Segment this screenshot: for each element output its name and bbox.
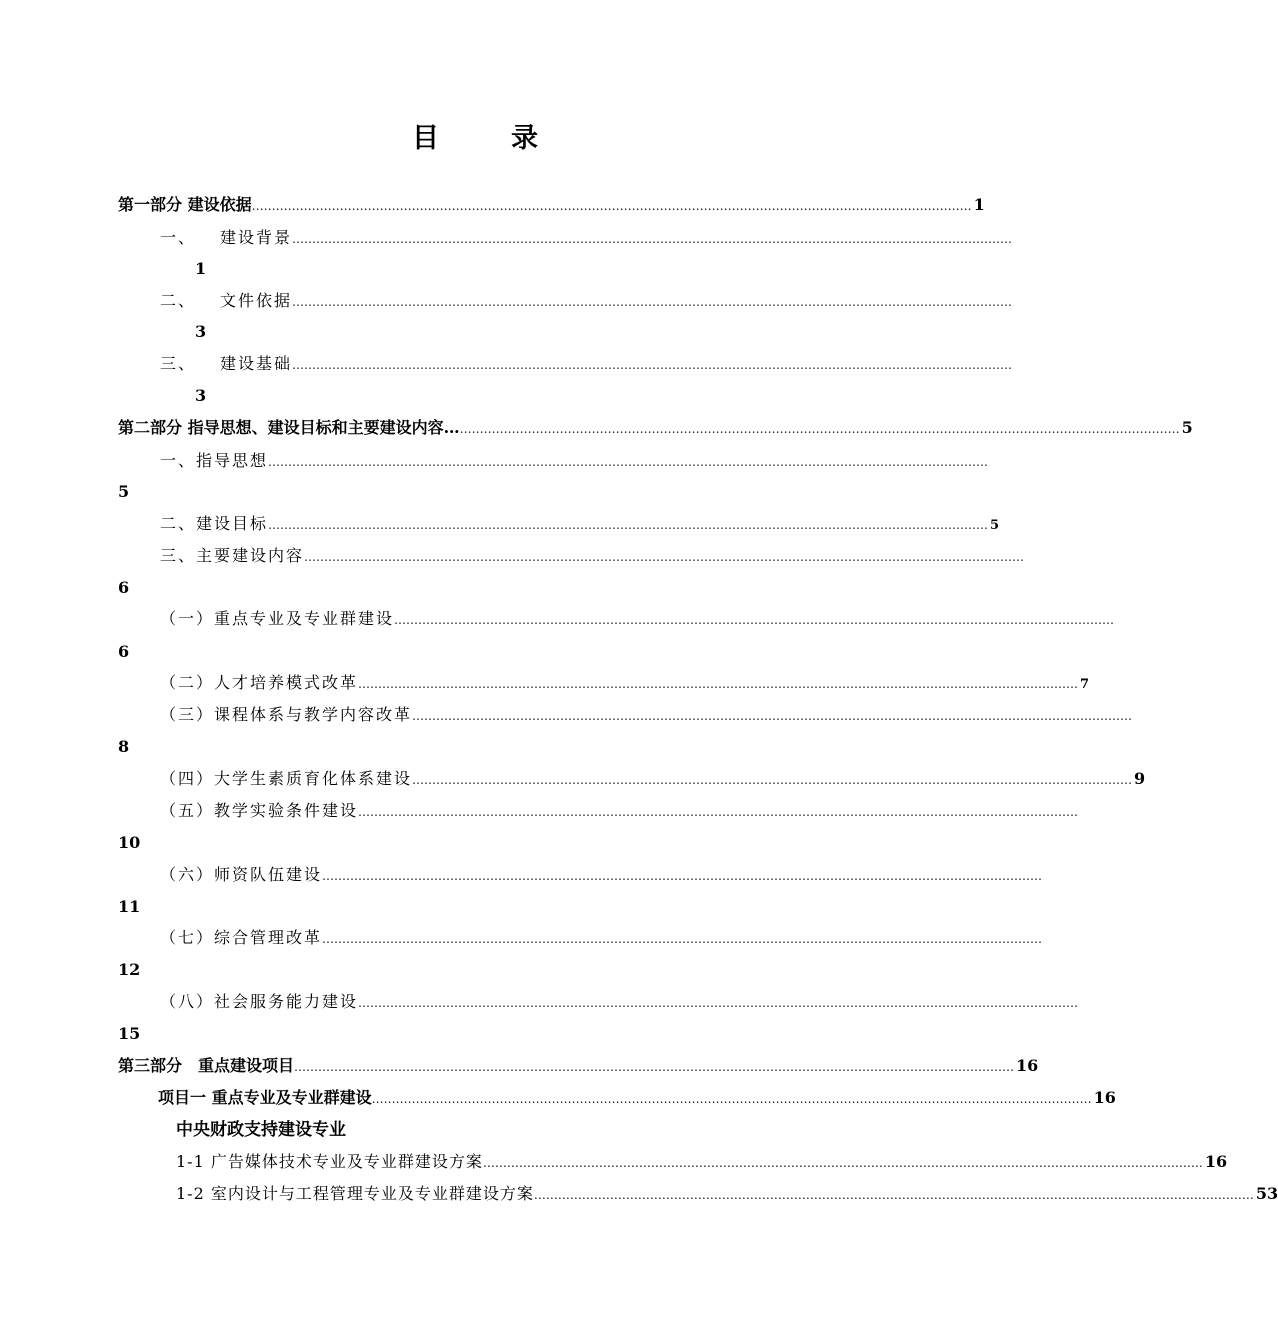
toc-entry-item-3[interactable] xyxy=(160,703,1133,727)
toc-entry-page: 5 xyxy=(118,482,130,501)
toc-entry-part2[interactable] xyxy=(118,416,1193,440)
toc-entry-page: 16 xyxy=(1016,1056,1039,1075)
toc-entry-label: 第二部分 指导思想、建设目标和主要建设内容… xyxy=(118,418,460,437)
dot-leader: ……………………………………………………………………………………………………………………………………………………………… xyxy=(251,199,972,213)
toc-entry-page: 15 xyxy=(118,1024,141,1043)
dot-leader: ……………………………………………………………………………………………………………………………………………………………… xyxy=(358,805,1079,819)
toc-entry-1-3[interactable] xyxy=(160,352,1013,376)
toc-entry-project-1[interactable] xyxy=(158,1086,1116,1110)
toc-entry-item-8[interactable] xyxy=(160,990,1079,1014)
toc-entry-label: 第三部分 重点建设项目 xyxy=(118,1056,295,1075)
toc-entry-page: 6 xyxy=(118,642,130,661)
toc-entry-label: （七）综合管理改革 xyxy=(160,928,323,947)
toc-entry-page: 1 xyxy=(195,259,207,278)
toc-entry-part1[interactable] xyxy=(118,193,985,217)
toc-entry-2-1[interactable] xyxy=(160,449,989,473)
section-heading-central-funding: 中央财政支持建设专业 xyxy=(176,1120,346,1140)
toc-entry-label: 1-1 广告媒体技术专业及专业群建设方案 xyxy=(176,1152,483,1171)
toc-entry-page: 3 xyxy=(195,386,207,405)
toc-entry-label: （四）大学生素质育化体系建设 xyxy=(160,769,413,788)
toc-entry-label: 1-2 室内设计与工程管理专业及专业群建设方案 xyxy=(176,1184,534,1203)
dot-leader: ……………………………………………………………………………………………………………………………………………………………… xyxy=(459,422,1180,436)
toc-entry-page: 5 xyxy=(1181,418,1193,437)
toc-entry-plan-1-1[interactable] xyxy=(176,1150,1228,1174)
toc-title-char-1: 目 xyxy=(412,123,439,154)
toc-entry-label: 一、指导思想 xyxy=(160,451,269,470)
toc-entry-page: 11 xyxy=(118,897,141,916)
dot-leader: ……………………………………………………………………………………………………………………………………………………………… xyxy=(412,709,1133,723)
toc-entry-label: （二）人才培养模式改革 xyxy=(160,673,359,692)
toc-entry-1-1[interactable] xyxy=(160,226,1013,250)
toc-entry-label: 建设背景 xyxy=(220,228,293,247)
toc-entry-label: （六）师资队伍建设 xyxy=(160,865,323,884)
dot-leader: ……………………………………………………………………………………………………………………………………………………………… xyxy=(268,455,989,469)
toc-entry-page: 1 xyxy=(973,195,985,214)
toc-entry-2-3[interactable] xyxy=(160,544,1025,568)
dot-leader: ……………………………………………………………………………………………………………………………………………………………… xyxy=(412,773,1133,787)
dot-leader: ……………………………………………………………………………………………………………………………………………………………… xyxy=(358,996,1079,1010)
dot-leader: ……………………………………………………………………………………………………………………………………………………………… xyxy=(294,1060,1015,1074)
dot-leader: ……………………………………………………………………………………………………………………………………………………………… xyxy=(304,550,1025,564)
dot-leader: ……………………………………………………………………………………………………………………………………………………………… xyxy=(482,1156,1203,1170)
toc-entry-label: 三、主要建设内容 xyxy=(160,546,305,565)
dot-leader: ……………………………………………………………………………………………………………………………………………………………… xyxy=(322,869,1043,883)
dot-leader: ……………………………………………………………………………………………………………………………………………………………… xyxy=(292,358,1013,372)
toc-entry-item-5[interactable] xyxy=(160,799,1079,823)
toc-entry-label: 第一部分 建设依据 xyxy=(118,195,252,214)
toc-entry-2-2[interactable] xyxy=(160,512,1000,536)
toc-entry-number: 三、 xyxy=(160,354,197,373)
dot-leader: ……………………………………………………………………………………………………………………………………………………………… xyxy=(292,232,1013,246)
toc-entry-page: 3 xyxy=(195,322,207,341)
toc-entry-page: 10 xyxy=(118,833,141,852)
toc-entry-label: （八）社会服务能力建设 xyxy=(160,992,359,1011)
toc-entry-label: 文件依据 xyxy=(220,291,293,310)
toc-entry-part3[interactable] xyxy=(118,1054,1039,1078)
toc-entry-item-4[interactable] xyxy=(160,767,1146,791)
toc-entry-item-7[interactable] xyxy=(160,926,1043,950)
dot-leader: ……………………………………………………………………………………………………………………………………………………………… xyxy=(394,613,1115,627)
toc-entry-label: （三）课程体系与教学内容改革 xyxy=(160,705,413,724)
toc-entry-label: （一）重点专业及专业群建设 xyxy=(160,609,395,628)
toc-entry-page: 5 xyxy=(990,518,1000,533)
dot-leader: ……………………………………………………………………………………………………………………………………………………………… xyxy=(533,1188,1254,1202)
toc-entry-page: 7 xyxy=(1080,677,1090,692)
toc-entry-label: 二、建设目标 xyxy=(160,514,269,533)
toc-entry-label: （五）教学实验条件建设 xyxy=(160,801,359,820)
toc-title-char-2: 录 xyxy=(511,123,538,154)
toc-entry-label: 项目一 重点专业及专业群建设 xyxy=(158,1088,372,1107)
toc-entry-page: 16 xyxy=(1204,1152,1228,1171)
toc-entry-item-2[interactable] xyxy=(160,671,1090,695)
toc-title xyxy=(0,116,950,155)
toc-entry-page: 6 xyxy=(118,578,130,597)
dot-leader: ……………………………………………………………………………………………………………………………………………………………… xyxy=(292,295,1013,309)
toc-entry-plan-1-2[interactable] xyxy=(176,1182,1278,1206)
toc-entry-label: 建设基础 xyxy=(220,354,293,373)
dot-leader: ……………………………………………………………………………………………………………………………………………………………… xyxy=(358,677,1079,691)
toc-entry-item-1[interactable] xyxy=(160,607,1115,631)
toc-entry-page: 8 xyxy=(118,737,130,756)
toc-entry-page: 53 xyxy=(1255,1184,1278,1203)
toc-entry-page: 9 xyxy=(1134,769,1146,788)
toc-entry-page: 12 xyxy=(118,960,141,979)
dot-leader: ……………………………………………………………………………………………………………………………………………………………… xyxy=(322,932,1043,946)
dot-leader: ……………………………………………………………………………………………………………………………………………………………… xyxy=(371,1092,1092,1106)
dot-leader: ……………………………………………………………………………………………………………………………………………………………… xyxy=(268,518,989,532)
toc-entry-1-2[interactable] xyxy=(160,289,1013,313)
toc-entry-number: 一、 xyxy=(160,228,197,247)
toc-entry-item-6[interactable] xyxy=(160,863,1043,887)
toc-entry-number: 二、 xyxy=(160,291,197,310)
toc-entry-page: 16 xyxy=(1093,1088,1116,1107)
